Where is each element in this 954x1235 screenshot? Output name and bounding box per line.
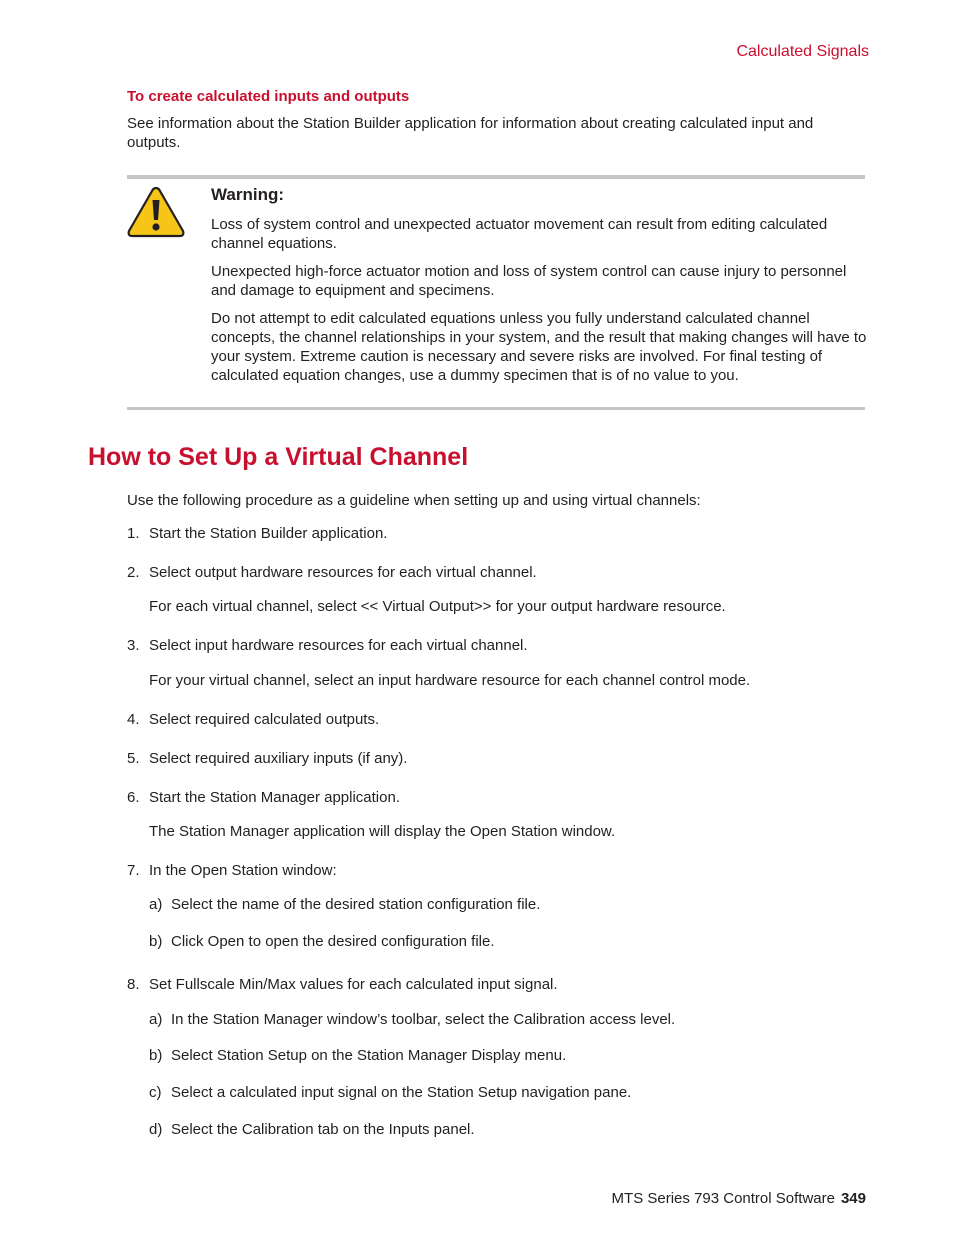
calc-section-heading: To create calculated inputs and outputs xyxy=(127,88,410,105)
step-6-detail: The Station Manager application will display the Open Station window. xyxy=(149,823,616,840)
procedure-lead: Use the following procedure as a guideline when setting up and using virtual channels: xyxy=(127,492,701,509)
substep-8a xyxy=(149,1010,675,1029)
step-3 xyxy=(127,636,528,655)
footer-product: MTS Series 793 Control Software xyxy=(611,1190,835,1207)
substep-letter: a) xyxy=(149,1011,163,1028)
step-2 xyxy=(127,563,537,582)
step-number: 1. xyxy=(127,525,140,542)
warning-top-rule xyxy=(127,175,865,179)
substep-letter: b) xyxy=(149,1047,163,1064)
step-1 xyxy=(127,524,387,543)
substep-text: Select the name of the desired station configuration file. xyxy=(171,896,541,913)
step-text: In the Open Station window: xyxy=(149,862,337,879)
step-text: Set Fullscale Min/Max values for each calculated input signal. xyxy=(149,976,558,993)
warning-paragraph: Do not attempt to edit calculated equations unless you fully understand calculated channel concepts, the channel relationships in your system, and the result that making changes will have to your system. Extreme caution is necessary and severe risks are involved. For final testing of calculated equation changes, use a dummy specimen that is of no value to you. xyxy=(211,310,867,384)
warning-triangle-icon xyxy=(127,186,185,238)
substep-letter: c) xyxy=(149,1084,162,1101)
substep-text: Select a calculated input signal on the Station Setup navigation pane. xyxy=(171,1084,632,1101)
substep-8c xyxy=(149,1083,631,1102)
substep-text: In the Station Manager window’s toolbar, select the Calibration access level. xyxy=(171,1011,676,1028)
step-number: 2. xyxy=(127,564,140,581)
step-number: 7. xyxy=(127,862,140,879)
step-text: Select output hardware resources for each virtual channel. xyxy=(149,564,537,581)
step-number: 5. xyxy=(127,750,140,767)
warning-paragraph: Loss of system control and unexpected actuator movement can result from editing calculated channel equations. xyxy=(211,216,828,252)
step-8 xyxy=(127,975,558,994)
substep-text: Select Station Setup on the Station Manager Display menu. xyxy=(171,1047,567,1064)
warning-title: Warning: xyxy=(211,185,285,204)
page-footer xyxy=(612,1189,866,1208)
step-number: 4. xyxy=(127,711,140,728)
step-number: 6. xyxy=(127,789,140,806)
step-4 xyxy=(127,710,379,729)
step-6 xyxy=(127,788,400,807)
step-text: Select input hardware resources for each virtual channel. xyxy=(149,637,528,654)
step-number: 8. xyxy=(127,976,140,993)
substep-letter: d) xyxy=(149,1121,163,1138)
warning-bottom-rule xyxy=(127,407,865,410)
calc-section-intro: See information about the Station Builder application for information about creating calculated input and outputs. xyxy=(127,115,814,151)
substep-8b xyxy=(149,1046,566,1065)
substep-7b xyxy=(149,932,495,951)
section-title: How to Set Up a Virtual Channel xyxy=(88,443,469,471)
substep-7a xyxy=(149,895,540,914)
substep-text: Select the Calibration tab on the Inputs panel. xyxy=(171,1121,475,1138)
substep-letter: a) xyxy=(149,896,163,913)
substep-text: Click Open to open the desired configuration file. xyxy=(171,933,495,950)
substep-letter: b) xyxy=(149,933,163,950)
step-text: Start the Station Manager application. xyxy=(149,789,400,806)
step-text: Start the Station Builder application. xyxy=(149,525,388,542)
warning-body xyxy=(211,215,871,394)
step-7 xyxy=(127,861,337,880)
step-text: Select required auxiliary inputs (if any). xyxy=(149,750,408,767)
warning-paragraph: Unexpected high-force actuator motion and loss of system control can cause injury to personnel and damage to equipment and specimens. xyxy=(211,263,847,299)
step-3-detail: For your virtual channel, select an input hardware resource for each channel control mode. xyxy=(149,672,751,689)
running-header: Calculated Signals xyxy=(736,43,869,60)
step-number: 3. xyxy=(127,637,140,654)
step-2-detail: For each virtual channel, select << Virtual Output>> for your output hardware resource. xyxy=(149,598,726,615)
step-5 xyxy=(127,749,407,768)
step-text: Select required calculated outputs. xyxy=(149,711,380,728)
page-number: 349 xyxy=(840,1190,866,1207)
substep-8d xyxy=(149,1120,475,1139)
